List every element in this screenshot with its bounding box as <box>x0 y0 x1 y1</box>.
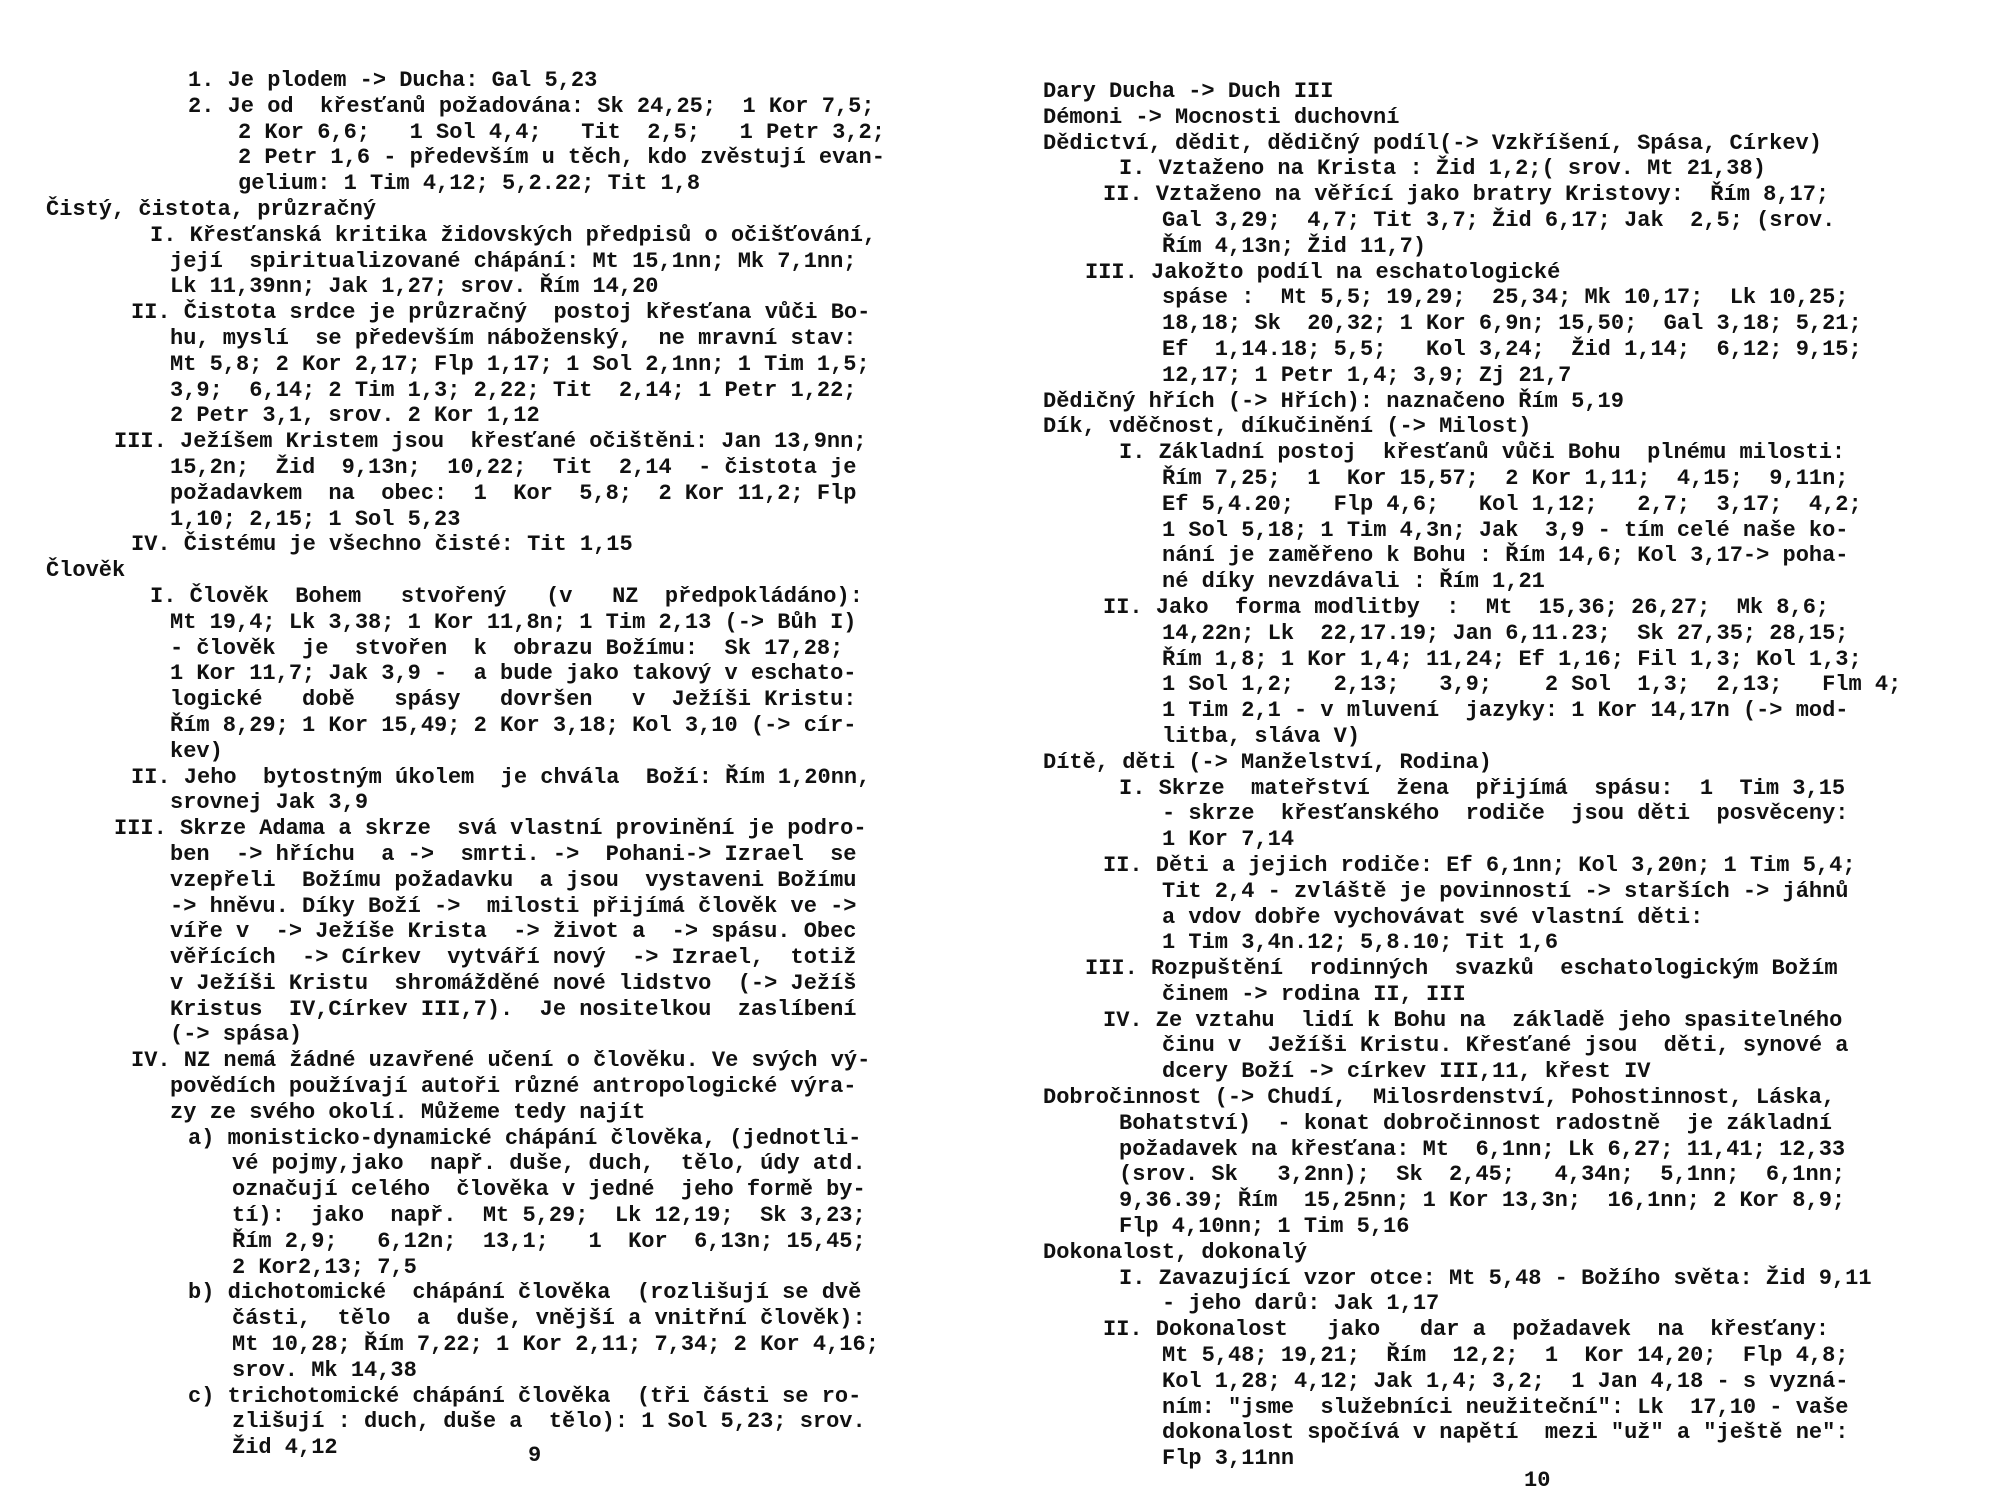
text-line: Mt 5,48; 19,21; Řím 12,2; 1 Kor 14,20; Flp 4,8; <box>1162 1343 1849 1369</box>
text-line: III. Jakožto podíl na eschatologické <box>1085 259 1561 285</box>
text-line: III. Rozpuštění rodinných svazků eschatologickým Božím <box>1085 956 1838 982</box>
text-line: I. Křesťanská kritika židovských předpisů o očišťování, <box>150 222 877 248</box>
text-line: 2. Je od křesťanů požadována: Sk 24,25; 1 Kor 7,5; <box>188 93 875 119</box>
text-line: ben -> hříchu a -> smrti. -> Pohani-> Izrael se <box>170 841 857 867</box>
text-line: Flp 3,11nn <box>1162 1446 1295 1472</box>
text-line: Dary Ducha -> Duch III <box>1043 79 1334 104</box>
text-line: Dobročinnost (-> Chudí, Milosrdenství, Pohostinnost, Láska, <box>1043 1085 1836 1111</box>
text-line: 2 Petr 1,6 - především u těch, kdo zvěstují evan- <box>238 145 885 171</box>
text-line: Flp 4,10nn; 1 Tim 5,16 <box>1119 1214 1410 1240</box>
text-line: 2 Kor2,13; 7,5 <box>232 1254 417 1280</box>
text-line: Mt 5,8; 2 Kor 2,17; Flp 1,17; 1 Sol 2,1nn; 1 Tim 1,5; <box>170 351 870 377</box>
right-page-number: 10 <box>1524 1468 1551 1493</box>
text-line: 14,22n; Lk 22,17.19; Jan 6,11.23; Sk 27,35; 28,15; <box>1162 620 1849 646</box>
text-line: 1 Tim 3,4n.12; 5,8.10; Tit 1,6 <box>1162 930 1559 956</box>
text-line: III. Ježíšem Kristem jsou křesťané očištěni: Jan 13,9nn; <box>114 429 867 455</box>
text-line: Řím 4,13n; Žid 11,7) <box>1162 233 1427 259</box>
text-line: Dědičný hřích (-> Hřích): naznačeno Řím 5,19 <box>1043 388 1624 414</box>
text-line: Tit 2,4 - zvláště je povinností -> starších -> jáhnů <box>1162 878 1849 904</box>
text-line: (-> spása) <box>170 1022 303 1048</box>
text-line: Lk 11,39nn; Jak 1,27; srov. Řím 14,20 <box>170 274 659 300</box>
text-line: povědích používají autoři různé antropologické výra- <box>170 1074 857 1100</box>
text-line: Ef 5,4.20; Flp 4,6; Kol 1,12; 2,7; 3,17; 4,2; <box>1162 491 1862 517</box>
text-line: II. Jeho bytostným úkolem je chvála Boží: Řím 1,20nn, <box>131 764 871 790</box>
text-line: Mt 10,28; Řím 7,22; 1 Kor 2,11; 7,34; 2 Kor 4,16; <box>232 1332 879 1358</box>
text-line: Dědictví, dědit, dědičný podíl(-> Vzkříšení, Spása, Církev) <box>1043 130 1822 156</box>
text-line: požadavek na křesťana: Mt 6,1nn; Lk 6,27; 11,41; 12,33 <box>1119 1136 1846 1162</box>
text-line: 12,17; 1 Petr 1,4; 3,9; Zj 21,7 <box>1162 362 1572 388</box>
text-line: c) trichotomické chápání člověka (tři části se ro- <box>188 1383 862 1409</box>
text-line: dcery Boží -> církev III,11, křest IV <box>1162 1059 1651 1085</box>
text-line: části, tělo a duše, vnější a vnitřní člověk): <box>232 1306 866 1332</box>
text-line: nání je zaměřeno k Bohu : Řím 14,6; Kol 3,17-> poha- <box>1162 543 1849 569</box>
text-line: I. Člověk Bohem stvořený (v NZ předpokládáno): <box>150 583 863 609</box>
text-line: 9,36.39; Řím 15,25nn; 1 Kor 13,3n; 16,1nn; 2 Kor 8,9; <box>1119 1188 1846 1214</box>
text-line: vzepřeli Božímu požadavku a jsou vystaveni Božímu <box>170 867 857 893</box>
text-line: -> hněvu. Díky Boží -> milosti přijímá člověk ve -> <box>170 893 857 919</box>
text-line: spáse : Mt 5,5; 19,29; 25,34; Mk 10,17; Lk 10,25; <box>1162 285 1849 311</box>
text-line: - jeho darů: Jak 1,17 <box>1162 1291 1440 1317</box>
text-line: Kol 1,28; 4,12; Jak 1,4; 3,2; 1 Jan 4,18 - s vyzná- <box>1162 1368 1849 1394</box>
text-line: 1 Sol 5,18; 1 Tim 4,3n; Jak 3,9 - tím celé naše ko- <box>1162 517 1849 543</box>
text-line: 18,18; Sk 20,32; 1 Kor 6,9n; 15,50; Gal 3,18; 5,21; <box>1162 311 1862 337</box>
text-line: zy ze svého okolí. Můžeme tedy najít <box>170 1099 646 1125</box>
text-line: - skrze křesťanského rodiče jsou děti posvěceny: <box>1162 801 1849 827</box>
text-line: Člověk <box>46 558 126 584</box>
text-line: II. Vztaženo na věřící jako bratry Kristovy: Řím 8,17; <box>1103 182 1830 208</box>
text-line: činu v Ježíši Kristu. Křesťané jsou děti, synové a <box>1162 1033 1849 1059</box>
text-line: né díky nevzdávali : Řím 1,21 <box>1162 569 1545 595</box>
text-line: IV. NZ nemá žádné uzavřené učení o člověku. Ve svých vý- <box>131 1048 871 1074</box>
text-line: IV. Ze vztahu lidí k Bohu na základě jeho spasitelného <box>1103 1007 1843 1033</box>
text-line: její spiritualizované chápání: Mt 15,1nn; Mk 7,1nn; <box>170 248 857 274</box>
text-line: 2 Petr 3,1, srov. 2 Kor 1,12 <box>170 403 540 429</box>
text-line: činem -> rodina II, III <box>1162 981 1466 1007</box>
text-line: (srov. Sk 3,2nn); Sk 2,45; 4,34n; 5,1nn; 6,1nn; <box>1119 1162 1846 1188</box>
text-line: Mt 19,4; Lk 3,38; 1 Kor 11,8n; 1 Tim 2,13 (-> Bůh I) <box>170 609 857 635</box>
text-line: a) monisticko-dynamické chápání člověka, (jednotli- <box>188 1125 862 1151</box>
text-line: 1 Sol 1,2; 2,13; 3,9; 2 Sol 1,3; 2,13; Flm 4; <box>1162 672 1902 698</box>
text-line: b) dichotomické chápání člověka (rozlišují se dvě <box>188 1280 862 1306</box>
text-line: Čistý, čistota, průzračný <box>46 196 377 222</box>
text-line: Řím 8,29; 1 Kor 15,49; 2 Kor 3,18; Kol 3,10 (-> cír- <box>170 712 857 738</box>
text-line: I. Vztaženo na Krista : Žid 1,2;( srov. Mt 21,38) <box>1119 156 1766 182</box>
text-line: a vdov dobře vychovávat své vlastní děti: <box>1162 904 1704 930</box>
text-line: 3,9; 6,14; 2 Tim 1,3; 2,22; Tit 2,14; 1 Petr 1,22; <box>170 377 857 403</box>
text-line: Démoni -> Mocnosti duchovní <box>1043 104 1400 130</box>
text-line: Dík, vděčnost, díkučinění (-> Milost) <box>1043 414 1532 440</box>
text-line: IV. Čistému je všechno čisté: Tit 1,15 <box>131 532 633 558</box>
text-line: dokonalost spočívá v napětí mezi "už" a "ještě ne": <box>1162 1420 1849 1446</box>
text-line: 1. Je plodem -> Ducha: Gal 5,23 <box>188 68 598 93</box>
text-line: víře v -> Ježíše Krista -> život a -> spásu. Obec <box>170 919 857 945</box>
text-line: II. Čistota srdce je průzračný postoj křesťana vůči Bo- <box>131 300 871 326</box>
text-line: Řím 2,9; 6,12n; 13,1; 1 Kor 6,13n; 15,45; <box>232 1228 866 1254</box>
text-line: vé pojmy,jako např. duše, duch, tělo, údy atd. <box>232 1151 866 1177</box>
text-line: I. Zavazující vzor otce: Mt 5,48 - Božího světa: Žid 9,11 <box>1119 1265 1872 1291</box>
text-line: srov. Mk 14,38 <box>232 1357 417 1383</box>
text-line: Dokonalost, dokonalý <box>1043 1239 1308 1265</box>
text-line: srovnej Jak 3,9 <box>170 790 369 816</box>
text-line: 1 Kor 11,7; Jak 3,9 - a bude jako takový v eschato- <box>170 661 857 687</box>
text-line: hu, myslí se především náboženský, ne mravní stav: <box>170 325 857 351</box>
text-line: I. Základní postoj křesťanů vůči Bohu plnému milosti: <box>1119 440 1846 466</box>
text-line: 15,2n; Žid 9,13n; 10,22; Tit 2,14 - čistota je <box>170 454 857 480</box>
text-line: Gal 3,29; 4,7; Tit 3,7; Žid 6,17; Jak 2,5; (srov. <box>1162 207 1836 233</box>
text-line: kev) <box>170 738 223 764</box>
text-line: gelium: 1 Tim 4,12; 5,2.22; Tit 1,8 <box>238 171 701 197</box>
text-line: požadavkem na obec: 1 Kor 5,8; 2 Kor 11,2; Flp <box>170 480 857 506</box>
text-line: I. Skrze mateřství žena přijímá spásu: 1 Tim 3,15 <box>1119 775 1846 801</box>
text-line: Ef 1,14.18; 5,5; Kol 3,24; Žid 1,14; 6,12; 9,15; <box>1162 336 1862 362</box>
text-line: III. Skrze Adama a skrze svá vlastní provinění je podro- <box>114 816 867 842</box>
text-line: II. Dokonalost jako dar a požadavek na křesťany: <box>1103 1317 1830 1343</box>
text-line: II. Jako forma modlitby : Mt 15,36; 26,27; Mk 8,6; <box>1103 594 1830 620</box>
text-line: 2 Kor 6,6; 1 Sol 4,4; Tit 2,5; 1 Petr 3,2; <box>238 119 885 145</box>
left-page-text <box>46 68 885 1461</box>
text-line: 1 Tim 2,1 - v mluvení jazyky: 1 Kor 14,17n (-> mod- <box>1162 698 1849 724</box>
text-line: Kristus IV,Církev III,7). Je nositelkou zaslíbení <box>170 996 857 1022</box>
text-line: v Ježíši Kristu shromážděné nové lidstvo (-> Ježíš <box>170 970 857 996</box>
text-line: logické době spásy dovršen v Ježíši Kristu: <box>170 687 857 713</box>
text-line: Bohatství) - konat dobročinnost radostně je základní <box>1119 1110 1832 1136</box>
right-page-text <box>1043 79 1901 1472</box>
text-line: zlišují : duch, duše a tělo): 1 Sol 5,23; srov. <box>232 1409 866 1435</box>
text-line: věřících -> Církev vytváří nový -> Izrael, totiž <box>170 945 857 971</box>
text-line: označují celého člověka v jedné jeho formě by- <box>232 1177 866 1203</box>
text-line: - člověk je stvořen k obrazu Božímu: Sk 17,28; <box>170 635 844 661</box>
text-line: 1 Kor 7,14 <box>1162 827 1295 853</box>
text-line: 1,10; 2,15; 1 Sol 5,23 <box>170 506 461 532</box>
text-line: ním: "jsme služebníci neužiteční": Lk 17,10 - vaše <box>1162 1394 1849 1420</box>
text-line: litba, sláva V) <box>1162 723 1361 749</box>
text-line: Řím 7,25; 1 Kor 15,57; 2 Kor 1,11; 4,15; 9,11n; <box>1162 465 1849 491</box>
left-page-number: 9 <box>528 1443 542 1468</box>
text-line: Žid 4,12 <box>232 1435 338 1461</box>
text-line: II. Děti a jejich rodiče: Ef 6,1nn; Kol 3,20n; 1 Tim 5,4; <box>1103 852 1856 878</box>
text-line: Dítě, děti (-> Manželství, Rodina) <box>1043 749 1492 775</box>
text-line: Řím 1,8; 1 Kor 1,4; 11,24; Ef 1,16; Fil 1,3; Kol 1,3; <box>1162 646 1862 672</box>
text-line: tí): jako např. Mt 5,29; Lk 12,19; Sk 3,23; <box>232 1203 866 1229</box>
right-page <box>1002 0 2004 1500</box>
